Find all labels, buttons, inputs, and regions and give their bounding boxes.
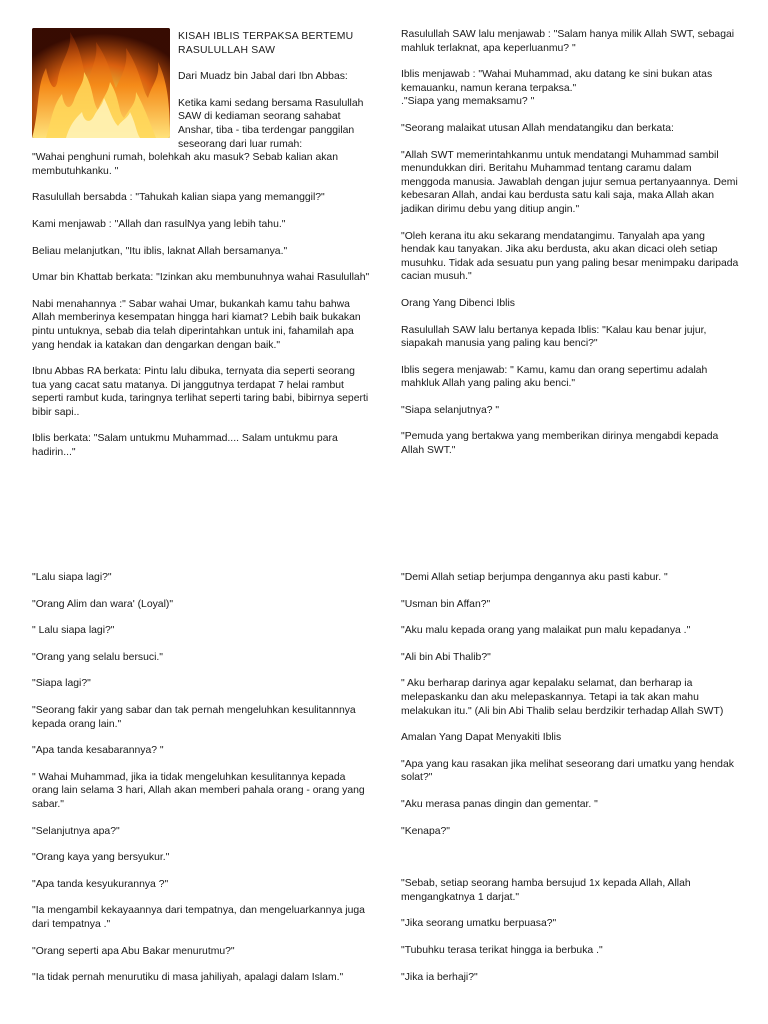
paragraph: Iblis berkata: "Salam untukmu Muhammad.... Salam untukmu para hadirin..." <box>32 433 338 459</box>
paragraph: "Apa tanda kesyukurannya ?" <box>32 878 169 890</box>
paragraph-spacer <box>401 851 741 864</box>
paragraph: "Jika seorang umatku berpuasa?" <box>401 918 557 930</box>
section-heading: Amalan Yang Dapat Menyakiti Iblis <box>401 732 562 744</box>
bottom-left-column <box>32 571 372 998</box>
top-left-column <box>32 30 372 473</box>
paragraph: "Lalu siapa lagi?" <box>32 572 112 583</box>
paragraph: Dari Muadz bin Jabal dari Ibn Abbas: <box>178 71 348 83</box>
paragraph: "Aku merasa panas dingin dan gementar. " <box>401 798 598 810</box>
section-heading: Orang Yang Dibenci Iblis <box>401 297 515 309</box>
paragraph: Beliau melanjutkan, "Itu iblis, laknat Allah bersamanya." <box>32 245 288 257</box>
paragraph: Rasulullah SAW lalu menjawab : "Salam hanya milik Allah SWT, sebagai mahluk terlaknat, apa keperluanmu? " <box>401 29 735 54</box>
paragraph: "Apa yang kau rasakan jika melihat seseorang dari umatku yang hendak solat?" <box>401 758 734 784</box>
paragraph: "Allah SWT memerintahkanmu untuk mendatangi Muhammad sambil menundukkan diri. Beritahu Muhammad tentang caramu dalam menggoda manusia. Jawablah dengan jujur semua pertanyaannya. Demi kebesaran Allah, andai kau berdusta satu kali saja, maka Allah akan jadikan dirimu debu yang ditiup angin." <box>401 149 738 215</box>
paragraph: "Pemuda yang bertakwa yang memberikan dirinya mengabdi kepada Allah SWT." <box>401 431 719 457</box>
paragraph: Iblis segera menjawab: " Kamu, kamu dan orang sepertimu adalah mahkluk Allah yang paling aku benci." <box>401 364 708 390</box>
paragraph: "Usman bin Affan?" <box>401 598 491 610</box>
paragraph: " Lalu siapa lagi?" <box>32 625 115 637</box>
paragraph: "Oleh kerana itu aku sekarang mendatangimu. Tanyalah apa yang hendak kau tanyakan. Jika aku berdusta, aku akan dicaci oleh setiap musuhku. Tidak ada sesuatu pun yang paling besar menimpaku daripada cacian musuh." <box>401 230 739 283</box>
article-title-line-2: RASULULLAH SAW <box>178 44 276 56</box>
paragraph: "Selanjutnya apa?" <box>32 825 120 837</box>
paragraph: "Orang Alim dan wara' (Loyal)" <box>32 598 174 610</box>
bottom-right-column <box>401 571 741 997</box>
paragraph: " Wahai Muhammad, jika ia tidak mengeluhkan kesulitannya kepada orang lain selama 3 hari, Allah akan memberi pahala orang - orang yang sabar." <box>32 771 365 810</box>
paragraph: "Sebab, setiap seorang hamba bersujud 1x kepada Allah, Allah mengangkatnya 1 darjat." <box>401 878 691 903</box>
paragraph: Iblis menjawab : "Wahai Muhammad, aku datang ke sini bukan atas kemauanku, namun kerana terpaksa." ."Siapa yang memaksamu? " <box>401 69 713 108</box>
paragraph: "Siapa selanjutnya? " <box>401 404 500 416</box>
top-right-column <box>401 28 741 471</box>
paragraph: "Siapa lagi?" <box>32 678 91 690</box>
paragraph: Rasulullah SAW lalu bertanya kepada Iblis: "Kalau kau benar jujur, siapakah manusia yang paling kau benci?" <box>401 324 707 350</box>
paragraph: "Orang seperti apa Abu Bakar menurutmu?" <box>32 945 235 957</box>
article-title-line-1: KISAH IBLIS TERPAKSA BERTEMU <box>178 31 354 42</box>
paragraph: Ibnu Abbas RA berkata: Pintu lalu dibuka, ternyata dia seperti seorang tua yang cacat satu matanya. Di janggutnya terdapat 7 helai rambut seperti rambut kuda, taringnya terlihat seperti taring babi, bibirnya seperti bibir sapi.. <box>32 366 369 418</box>
paragraph: Rasulullah bersabda : "Tahukah kalian siapa yang memanggil?" <box>32 192 325 204</box>
paragraph: "Seorang fakir yang sabar dan tak pernah mengeluhkan kesulitannnya kepada orang lain." <box>32 704 356 730</box>
paragraph: "Tubuhku terasa terikat hingga ia berbuka ." <box>401 944 603 956</box>
paragraph: "Orang yang selalu bersuci." <box>32 651 163 663</box>
paragraph: Kami menjawab : "Allah dan rasulNya yang lebih tahu." <box>32 218 286 230</box>
paragraph: "Demi Allah setiap berjumpa dengannya aku pasti kabur. " <box>401 572 668 583</box>
paragraph: "Ali bin Abi Thalib?" <box>401 651 491 663</box>
paragraph: " Aku berharap darinya agar kepalaku selamat, dan berharap ia melepaskanku dan aku melepaskannya. Tetapi ia tak akan mahu melakukan itu." (Ali bin Abi Thalib selau berdzikir terhadap Allah SWT) <box>401 678 724 717</box>
paragraph: Umar bin Khattab berkata: "Izinkan aku membunuhnya wahai Rasulullah" <box>32 272 370 284</box>
paragraph: "Kenapa?" <box>401 825 450 837</box>
paragraph: "Orang kaya yang bersyukur." <box>32 852 170 864</box>
paragraph: "Aku malu kepada orang yang malaikat pun malu kepadanya ." <box>401 625 691 637</box>
paragraph: Nabi menahannya :" Sabar wahai Umar, bukankah kamu tahu bahwa Allah memberinya kesempatan hingga hari kiamat? Lebih baik bukakan pintu untuknya, sebab dia telah diperintahkan untuk ini, fahamilah apa yang hendak ia katakan dan dengarkan dengan baik." <box>32 298 361 351</box>
fire-image <box>32 28 170 138</box>
paragraph: "Apa tanda kesabarannya? " <box>32 745 164 757</box>
paragraph: "Ia mengambil kekayaannya dari tempatnya, dan mengeluarkannya juga dari tempatnya ." <box>32 905 365 930</box>
paragraph: "Ia tidak pernah menurutiku di masa jahiliyah, apalagi dalam Islam." <box>32 972 344 984</box>
paragraph: "Jika ia berhaji?" <box>401 971 478 983</box>
paragraph: "Seorang malaikat utusan Allah mendatangiku dan berkata: <box>401 122 674 134</box>
paragraph: Ketika kami sedang bersama Rasulullah SAW di kediaman seorang sahabat Anshar, tiba - tiba terdengar panggilan seseorang dari luar rumah: "Wahai penghuni rumah, bolehkah aku masuk? Sebab kalian akan membutuhkanku. " <box>32 97 364 177</box>
